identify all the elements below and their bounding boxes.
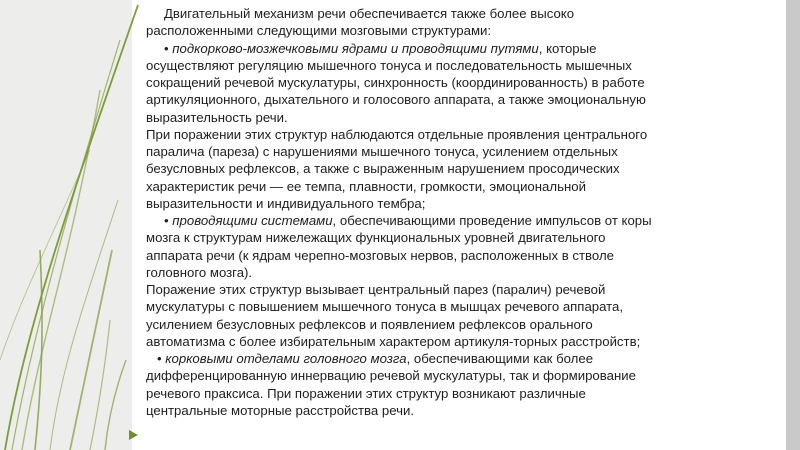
text-line: автоматизма с более избирательным характером артикуля-торных расстройств; <box>146 333 641 349</box>
text-line: сокращений речевой мускулатуры, синхронность (координированность) в работе <box>146 75 645 90</box>
text-line: безусловных рефлексов, а также с выраженным нарушением просодических <box>146 161 620 177</box>
text-line: характеристик речи — ее темпа, плавности, громкости, эмоциональной <box>146 178 586 194</box>
text-line: выразительность речи. <box>146 109 288 125</box>
text-line: головного мозга). <box>146 264 253 280</box>
text-line: центральные моторные расстройства речи. <box>146 402 415 418</box>
text-line: мускулатуры с повышением мышечного тонуса в мышцах речевого аппарата, <box>146 299 624 315</box>
text-line: мозга к структурам нижележащих функциональных уровней двигательного <box>146 230 606 246</box>
bullet-line <box>146 212 751 229</box>
bullet-glyph: • <box>157 351 162 366</box>
text-fragment: , обеспечивающими как более <box>406 351 594 366</box>
text-fragment: , обеспечивающими проведение импульсов от коры <box>332 213 652 228</box>
text-line: дифференцированную иннервацию речевой мускулатуры, так и формирование <box>146 368 636 384</box>
decorative-right-edge <box>786 0 800 450</box>
body-text <box>146 5 751 419</box>
text-line: паралича (пареза) с нарушениями мышечного тонуса, усилением отдельных <box>146 144 618 159</box>
arrow-icon <box>129 430 138 440</box>
text-line: аппарата речи (к ядрам черепно-мозговых нервов, расположенных в стволе <box>146 247 614 263</box>
bullet-line <box>146 40 751 57</box>
text-fragment: , которые <box>538 40 597 56</box>
decorative-stripes <box>0 0 140 450</box>
text-line: усилением безусловных рефлексов и появлением рефлексов орального <box>146 316 593 332</box>
text-line: При поражении этих структур наблюдаются отдельные проявления центрального <box>146 126 648 142</box>
text-line: артикуляционного, дыхательного и голосового аппарата, а также эмоциональную <box>146 92 646 108</box>
emphasis-term: корковыми отделами головного мозга <box>165 351 407 366</box>
bullet-line <box>146 350 751 367</box>
text-line: осуществляют регуляцию мышечного тонуса и последовательность мышечных <box>146 57 632 73</box>
emphasis-term: подкорково-мозжечковыми ядрами и проводящими путями <box>172 40 539 56</box>
text-line: Двигательный механизм речи обеспечивается также более высоко <box>164 6 575 21</box>
emphasis-term: проводящими системами <box>172 213 333 228</box>
text-line: речевого праксиса. При поражении этих структур возникают различные <box>146 385 586 401</box>
bullet-glyph: • <box>164 213 169 228</box>
bullet-glyph: • <box>164 40 169 56</box>
text-line: Поражение этих структур вызывает центральный парез (паралич) речевой <box>146 282 606 297</box>
text-line: расположенными следующими мозговыми структурами: <box>146 23 492 39</box>
text-line: выразительности и индивидуального тембра; <box>146 195 426 211</box>
